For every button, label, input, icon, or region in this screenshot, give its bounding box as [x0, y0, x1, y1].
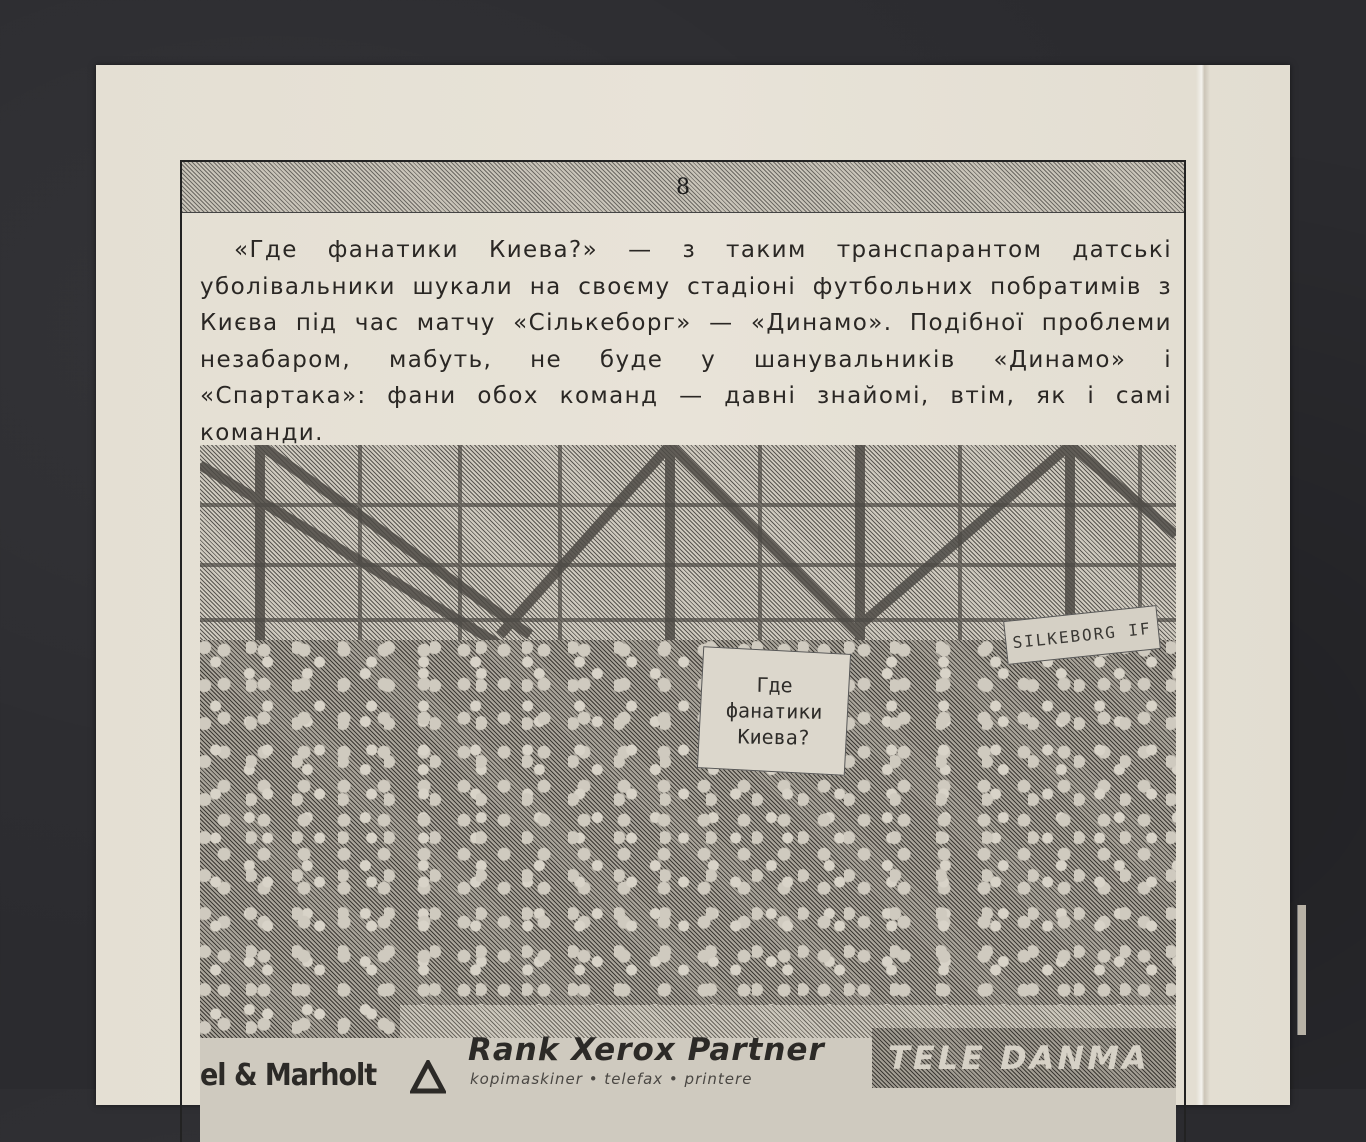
page-edge-tab	[1297, 905, 1306, 1035]
ad-rank-xerox-subtitle: kopimaskiner • telefax • printere	[470, 1070, 753, 1088]
advertising-boards	[200, 1032, 1176, 1142]
fan-banner-main-text: Где фанатики Киева?	[725, 672, 823, 750]
ad-marholt: el & Marholt	[200, 1058, 377, 1093]
paper-crease	[1196, 65, 1210, 1105]
stadium-photo	[200, 445, 1176, 1142]
booklet-page	[96, 65, 1290, 1105]
content-frame	[180, 160, 1186, 1142]
page-header-band	[182, 162, 1184, 213]
fan-banner-main	[697, 646, 851, 776]
crowd	[200, 640, 1176, 1040]
ad-tele-danmark	[872, 1028, 1176, 1088]
fan-banner-right-text: SILKEBORG IF	[1011, 618, 1153, 652]
caption-text	[200, 232, 1172, 451]
page-number: 8	[676, 174, 690, 200]
ad-rank-xerox: Rank Xerox Partner	[468, 1032, 825, 1068]
caption-paragraph: «Где фанатики Киева?» — з таким транспарантом датські уболівальники шукали на своєму стадіоні футбольних побратимів з Києва під час матчу «Сількеборг» — «Динамо». Подібної проблеми незабаром, мабуть, не буде у шанувальників «Динамо» і «Спартака»: фани обох команд — давні знайомі, втім, як і самі команди.	[200, 237, 1172, 446]
ad-tele-danmark-text: TELE DANMA	[888, 1039, 1150, 1077]
